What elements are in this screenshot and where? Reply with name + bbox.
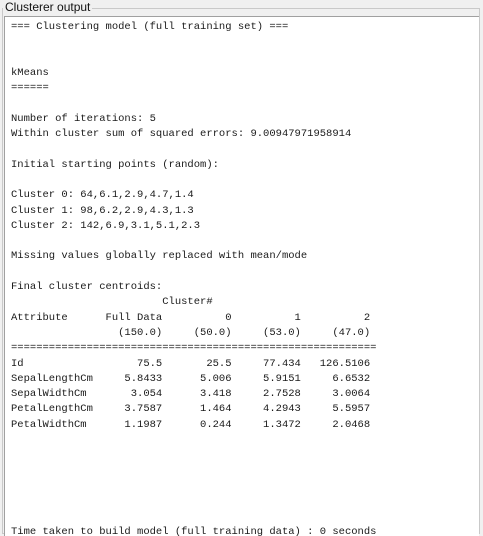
output-text-area[interactable] (4, 16, 479, 536)
output-text (5, 17, 479, 536)
panel-title: Clusterer output (5, 0, 91, 14)
output-line: Time taken to build model (full training data) : 0 seconds (11, 525, 377, 536)
output-line: Attribute Full Data 0 1 2 (11, 311, 371, 324)
output-line: ====== (11, 82, 49, 95)
output-line: Missing values globally replaced with mean/mode (11, 250, 308, 263)
output-line: SepalLengthCm 5.8433 5.006 5.9151 6.6532 (11, 372, 371, 385)
output-line: PetalLengthCm 3.7587 1.464 4.2943 5.5957 (11, 403, 371, 416)
output-line: SepalWidthCm 3.054 3.418 2.7528 3.0064 (11, 388, 371, 401)
output-line: (150.0) (50.0) (53.0) (47.0) (11, 326, 371, 339)
output-line: PetalWidthCm 1.1987 0.244 1.3472 2.0468 (11, 418, 371, 431)
output-line: ========================================================== (11, 342, 377, 355)
output-line: Initial starting points (random): (11, 158, 219, 171)
output-line: Id 75.5 25.5 77.434 126.5106 (11, 357, 371, 370)
output-line: === Clustering model (full training set) === (11, 21, 289, 33)
output-line: Cluster 2: 142,6.9,3.1,5.1,2.3 (11, 219, 201, 232)
output-line: Number of iterations: 5 (11, 112, 156, 125)
output-line: kMeans (11, 66, 49, 79)
output-line: Final cluster centroids: (11, 281, 163, 294)
output-line: Cluster# (11, 296, 213, 309)
output-line: Cluster 1: 98,6.2,2.9,4.3,1.3 (11, 204, 194, 217)
output-line: Within cluster sum of squared errors: 9.00947971958914 (11, 128, 352, 141)
output-line: Cluster 0: 64,6.1,2.9,4.7,1.4 (11, 189, 194, 202)
